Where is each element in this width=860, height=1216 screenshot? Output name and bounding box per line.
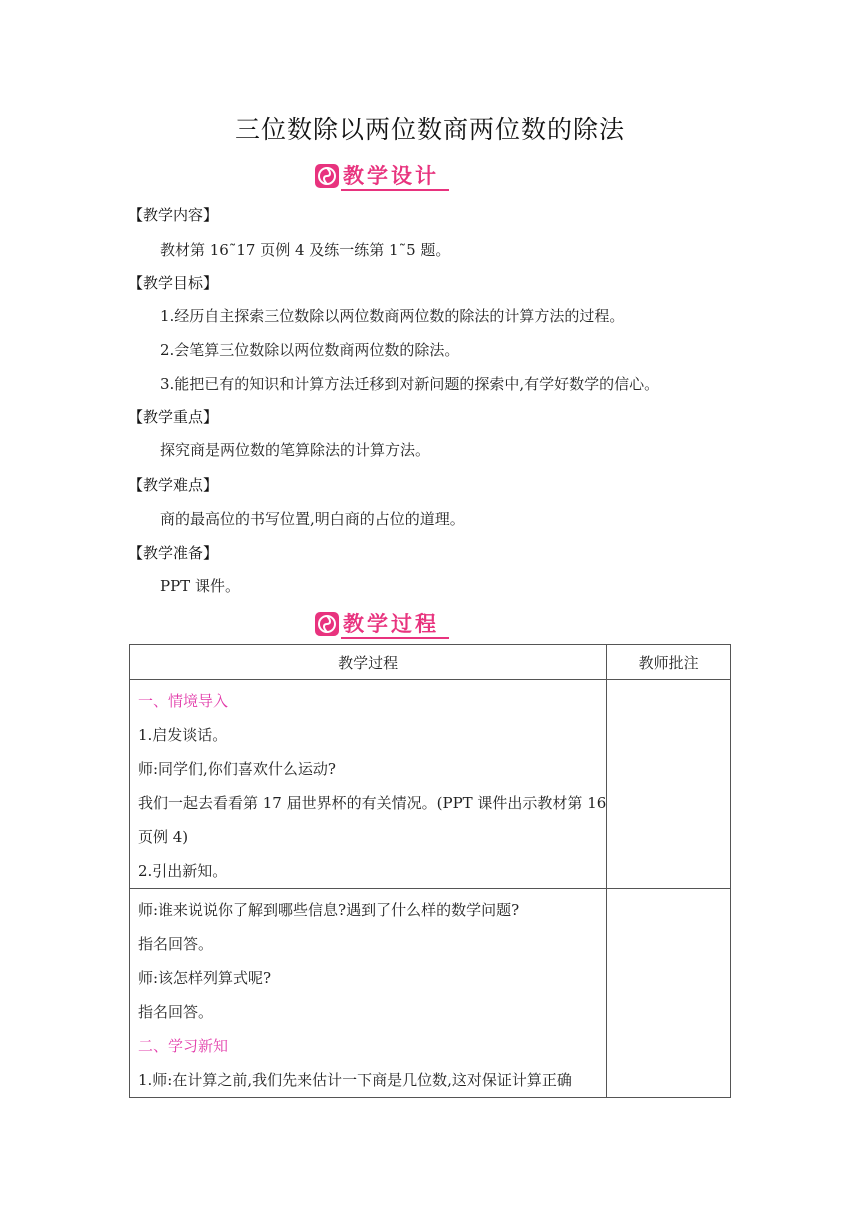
banner-logo-icon bbox=[315, 612, 339, 636]
process-line: 页例 4) bbox=[138, 828, 189, 846]
banner-teaching-process bbox=[313, 610, 451, 638]
section-paragraph: PPT 课件。 bbox=[160, 577, 240, 595]
process-line: 师:同学们,你们喜欢什么运动? bbox=[138, 760, 336, 778]
section-paragraph: 2.会笔算三位数除以两位数商两位数的除法。 bbox=[160, 341, 460, 359]
teacher-notes-cell bbox=[607, 680, 731, 889]
process-line: 指名回答。 bbox=[138, 1003, 214, 1021]
section-paragraph: 教材第 16˜17 页例 4 及练一练第 1˜5 题。 bbox=[160, 241, 451, 259]
banner-label: 教学设计 bbox=[343, 164, 439, 188]
process-cell bbox=[130, 889, 607, 1098]
section-heading: 【教学难点】 bbox=[128, 476, 219, 494]
process-cell bbox=[130, 680, 607, 889]
process-line: 师:该怎样列算式呢? bbox=[138, 969, 272, 987]
column-header-process: 教学过程 bbox=[130, 645, 607, 680]
process-line: 1.师:在计算之前,我们先来估计一下商是几位数,这对保证计算正确 bbox=[138, 1071, 572, 1089]
process-line: 二、学习新知 bbox=[138, 1037, 229, 1055]
process-line: 2.引出新知。 bbox=[138, 862, 228, 880]
process-line: 指名回答。 bbox=[138, 935, 214, 953]
table-header-row bbox=[130, 645, 731, 680]
section-paragraph: 探究商是两位数的笔算除法的计算方法。 bbox=[160, 441, 431, 459]
section-heading: 【教学重点】 bbox=[128, 408, 219, 426]
process-line: 1.启发谈话。 bbox=[138, 726, 228, 744]
banner-label: 教学过程 bbox=[343, 612, 439, 636]
process-line: 我们一起去看看第 17 届世界杯的有关情况。(PPT 课件出示教材第 16 bbox=[138, 794, 607, 812]
section-heading: 【教学目标】 bbox=[128, 274, 219, 292]
column-header-notes: 教师批注 bbox=[607, 645, 731, 680]
process-table bbox=[129, 644, 731, 1098]
process-line: 师:谁来说说你了解到哪些信息?遇到了什么样的数学问题? bbox=[138, 901, 520, 919]
section-paragraph: 商的最高位的书写位置,明白商的占位的道理。 bbox=[160, 510, 465, 528]
table-row bbox=[130, 680, 731, 889]
section-heading: 【教学内容】 bbox=[128, 206, 219, 224]
banner-underline bbox=[341, 637, 449, 639]
banner-logo-icon bbox=[315, 164, 339, 188]
banner-teaching-design bbox=[313, 162, 451, 190]
teacher-notes-cell bbox=[607, 889, 731, 1098]
section-paragraph: 3.能把已有的知识和计算方法迁移到对新问题的探索中,有学好数学的信心。 bbox=[160, 375, 660, 393]
process-line: 一、情境导入 bbox=[138, 692, 229, 710]
section-heading: 【教学准备】 bbox=[128, 544, 219, 562]
section-paragraph: 1.经历自主探索三位数除以两位数商两位数的除法的计算方法的过程。 bbox=[160, 307, 625, 325]
table-row bbox=[130, 889, 731, 1098]
banner-underline bbox=[341, 189, 449, 191]
page-title: 三位数除以两位数商两位数的除法 bbox=[234, 115, 625, 144]
